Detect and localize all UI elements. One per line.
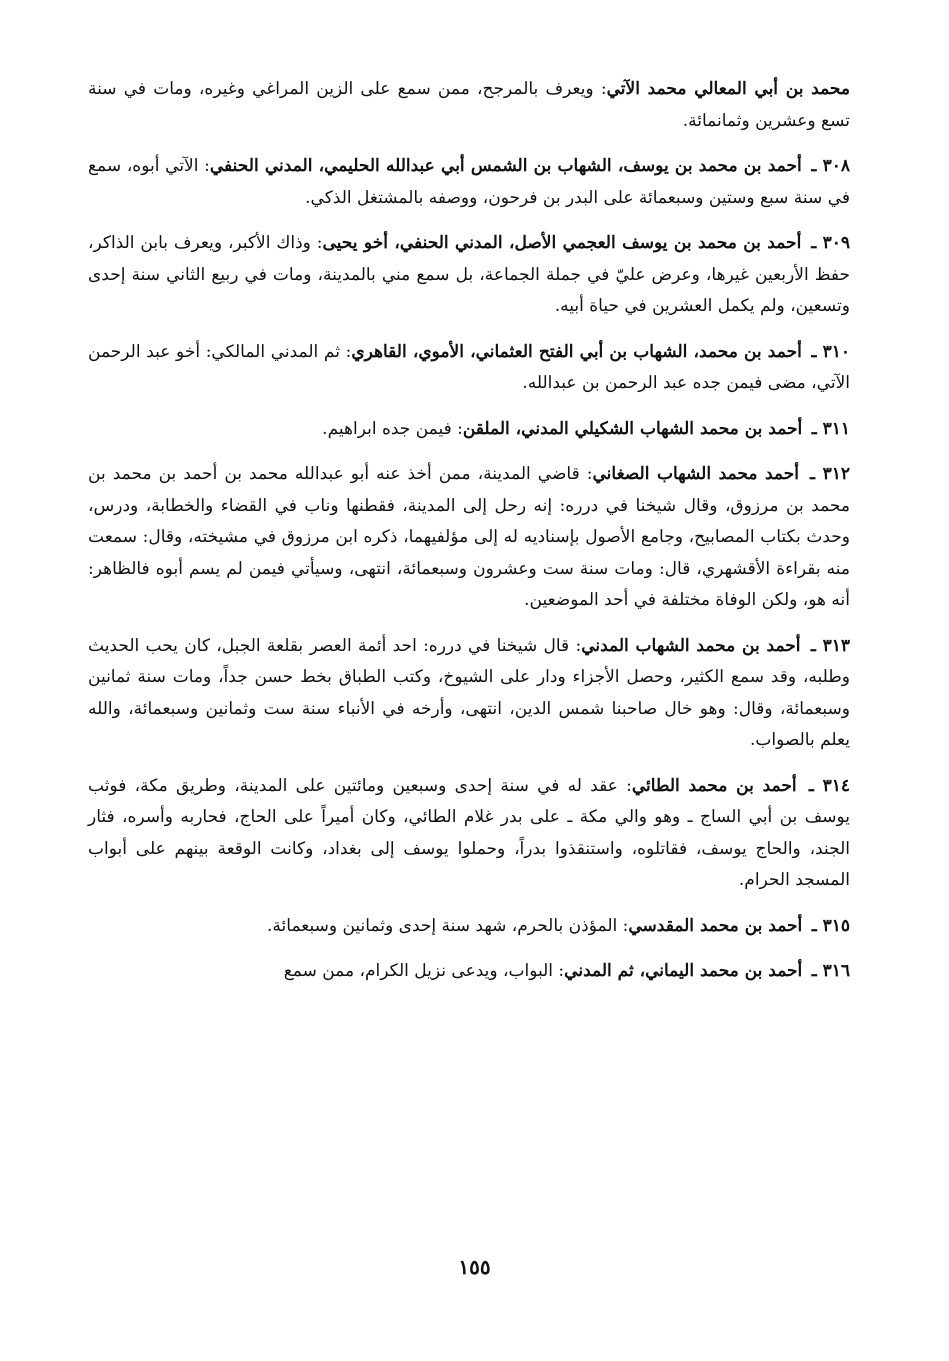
- entry-head: أحمد بن محمد بن يوسف العجمي الأصل، المدني الحنفي، أخو يحيى: [322, 233, 802, 253]
- entry-head: محمد بن أبي المعالي محمد الآتي: [606, 79, 850, 99]
- biography-entry-312: [88, 459, 850, 617]
- entry-head: أحمد بن محمد الطائي: [631, 775, 797, 796]
- entry-number: ٣٠٨ ـ: [811, 156, 850, 176]
- entry-number: ٣١٣ ـ: [810, 635, 850, 656]
- page-body: [88, 74, 850, 1002]
- continuation-paragraph: [88, 74, 850, 137]
- biography-entry-315: [88, 911, 850, 943]
- entry-number: ٣١٤ ـ: [808, 775, 851, 796]
- entry-number: ٣١١ ـ: [811, 418, 850, 439]
- entry-head: أحمد بن محمد الشهاب الشكيلي المدني، الملقن: [462, 418, 803, 439]
- biography-entry-311: [88, 414, 850, 446]
- biography-entry-316: [88, 956, 850, 988]
- entry-text: : قاضي المدينة، ممن أخذ عنه أبو عبدالله محمد بن أحمد بن محمد بن محمد بن مرزوق، وقال شيخنا في درره: إنه رحل إلى المدينة، فقطنها وناب في القضاء والخطابة، ودرس، وحدث بكتاب المصابيح، وجامع الأصول بإسناديه له إلى مؤلفيهما، ذكره ابن مرزوق في مشيخته، وقال: سمعت منه بقراءة الأقشهري، قال: ومات سنة ست وعشرون وسبعمائة، انتهى، وسيأتي فيمن لم يسم أبوه فالظاهر: أنه هو، ولكن الوفاة مختلفة في أحد الموضعين.: [88, 464, 850, 610]
- biography-entry-310: [88, 337, 850, 400]
- entry-number: ٣١٥ ـ: [811, 915, 850, 936]
- entry-number: ٣١٠ ـ: [811, 341, 850, 362]
- biography-entry-308: [88, 151, 850, 214]
- entry-number: ٣١٦ ـ: [811, 961, 850, 981]
- entry-head: أحمد بن محمد بن يوسف، الشهاب بن الشمس أبي عبدالله الحليمي، المدني الحنفي: [209, 156, 802, 176]
- entry-text: : الآتي أبوه، سمع في سنة سبع وستين وسبعمائة على البدر بن فرحون، ووصفه بالمشتغل الذكي.: [88, 156, 850, 208]
- entry-number: ٣٠٩ ـ: [811, 233, 851, 253]
- entry-head: أحمد محمد الشهاب الصغاني: [592, 464, 799, 484]
- entry-head: أحمد بن محمد اليماني، ثم المدني: [564, 961, 803, 981]
- entry-text: : عقد له في سنة إحدى وسبعين ومائتين على المدينة، وطريق مكة، فوثب يوسف بن أبي الساج ـ وهو والي مكة ـ على بدر غلام الطائي، وكان أميراً على الحاج، فحاربه وأسره، فثار الجند، والحاج يوسف، فقاتلوه، واستنقذوا بدراً، وحملوا يوسف إلى بغداد، وكانت الوقعة بينهم على أبواب المسجد الحرام.: [88, 775, 850, 890]
- page-number: ١٥٥: [458, 1255, 491, 1279]
- entry-text: : وذاك الأكبر، ويعرف بابن الذاكر، حفظ الأربعين غيرها، وعرض عليّ في جملة الجماعة، بل سمع مني بالمدينة، ومات في ربيع الثاني سنة إحدى وتسعين، ولم يكمل العشرين في حياة أبيه.: [88, 233, 850, 316]
- entry-text: : قال شيخنا في درره: احد أئمة العصر بقلعة الجبل، كان يحب الحديث وطلبه، وقد سمع الكثير، وحصل الأجزاء ودار على الشيوخ، وكتب الطباق بخط حسن جداً، ومات سنة ثمانين وسبعمائة، وقال: وهو خال صاحبنا شمس الدين، انتهى، وأرخه في الأنباء سنة ست وثمانين وسبعمائة، والله يعلم بالصواب.: [88, 635, 850, 750]
- entry-text: : البواب، ويدعى نزيل الكرام، ممن سمع: [283, 961, 565, 981]
- entry-head: أحمد بن محمد المقدسي: [628, 915, 803, 936]
- entry-text: : فيمن جده ابراهيم.: [322, 418, 463, 439]
- entry-text: : ثم المدني المالكي: أخو عبد الرحمن الآتي، مضى فيمن جده عبد الرحمن بن عبدالله.: [88, 341, 850, 393]
- entry-head: أحمد بن محمد، الشهاب بن أبي الفتح العثماني، الأموي، القاهري: [351, 341, 802, 362]
- biography-entry-313: [88, 631, 850, 757]
- entry-head: أحمد بن محمد الشهاب المدني: [581, 635, 801, 656]
- biography-entry-314: [88, 771, 850, 897]
- biography-entry-309: [88, 228, 850, 323]
- entry-text: : ويعرف بالمرجح، ممن سمع على الزين المراغي وغيره، ومات في سنة تسع وعشرين وثمانمائة.: [88, 79, 850, 131]
- entry-text: : المؤذن بالحرم، شهد سنة إحدى وثمانين وسبعمائة.: [267, 915, 629, 936]
- entry-number: ٣١٢ ـ: [810, 464, 850, 484]
